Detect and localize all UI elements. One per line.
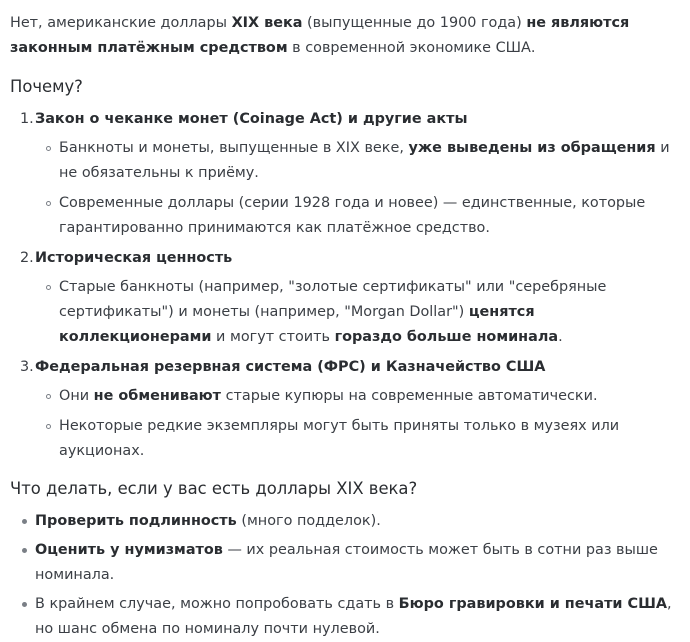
actions-list bbox=[10, 509, 680, 642]
reason-item bbox=[10, 107, 680, 241]
reason-item bbox=[10, 246, 680, 350]
action-text: — их реальная стоимость может быть в сотни раз выше номинала. bbox=[35, 542, 658, 583]
intro-paragraph bbox=[10, 11, 680, 61]
sub-item bbox=[35, 191, 680, 241]
sub-bold: ценятся коллекционерами bbox=[59, 304, 535, 345]
sub-bold: уже выведены из обращения bbox=[408, 140, 656, 156]
list-number: 3. bbox=[20, 359, 34, 375]
sub-text: Современные доллары (серии 1928 года и новее) — единственные, которые гарантированно принимаются как платёжное средство. bbox=[59, 195, 646, 236]
why-heading: Почему? bbox=[10, 77, 83, 96]
reason-sublist bbox=[35, 384, 680, 464]
sub-text: Некоторые редкие экземпляры могут быть приняты только в музеях или аукционах. bbox=[59, 418, 620, 459]
reason-item bbox=[10, 355, 680, 464]
sub-bold: не обменивают bbox=[93, 388, 222, 404]
action-text: (много подделок). bbox=[236, 513, 381, 529]
sub-item bbox=[35, 384, 680, 409]
sub-text: Старые банкноты (например, "золотые сертификаты" или "серебряные сертификаты") и монеты (например, "Morgan Dollar") bbox=[59, 279, 607, 320]
intro-text: (выпущенные до 1900 года) bbox=[302, 15, 527, 31]
action-bold: Проверить подлинность bbox=[35, 513, 237, 529]
sub-bold: гораздо больше номинала bbox=[334, 329, 559, 345]
action-item bbox=[10, 538, 680, 588]
intro-bold: XIX века bbox=[231, 15, 303, 31]
action-text: В крайнем случае, можно попробовать сдать в bbox=[35, 596, 399, 612]
sub-text: Банкноты и монеты, выпущенные в XIX веке, bbox=[59, 140, 409, 156]
what-to-do-heading: Что делать, если у вас есть доллары XIX века? bbox=[10, 479, 418, 498]
sub-text: старые купюры на современные автоматически. bbox=[221, 388, 598, 404]
intro-bold: не являются законным платёжным средством bbox=[10, 15, 630, 56]
reasons-list bbox=[10, 107, 680, 464]
action-text: , но шанс обмена по номиналу почти нулевой. bbox=[35, 596, 672, 637]
action-bold: Бюро гравировки и печати США bbox=[398, 596, 667, 612]
action-bold: Оценить у нумизматов bbox=[35, 542, 223, 558]
reason-title: Закон о чеканке монет (Coinage Act) и другие акты bbox=[35, 111, 468, 127]
intro-text: в современной экономике США. bbox=[287, 40, 536, 56]
list-number: 1. bbox=[20, 111, 34, 127]
reason-title: Федеральная резервная система (ФРС) и Казначейство США bbox=[35, 359, 546, 375]
reason-sublist bbox=[35, 275, 680, 350]
reason-sublist bbox=[35, 136, 680, 241]
action-item bbox=[10, 592, 680, 642]
sub-item bbox=[35, 275, 680, 350]
reason-title: Историческая ценность bbox=[35, 250, 233, 266]
sub-item bbox=[35, 136, 680, 186]
sub-text: . bbox=[558, 329, 563, 345]
intro-text: Нет, американские доллары bbox=[10, 15, 232, 31]
sub-text: и могут стоить bbox=[211, 329, 335, 345]
sub-text: Они bbox=[59, 388, 94, 404]
list-number: 2. bbox=[20, 250, 34, 266]
sub-text: и не обязательны к приёму. bbox=[59, 140, 670, 181]
sub-item bbox=[35, 414, 680, 464]
action-item bbox=[10, 509, 680, 534]
